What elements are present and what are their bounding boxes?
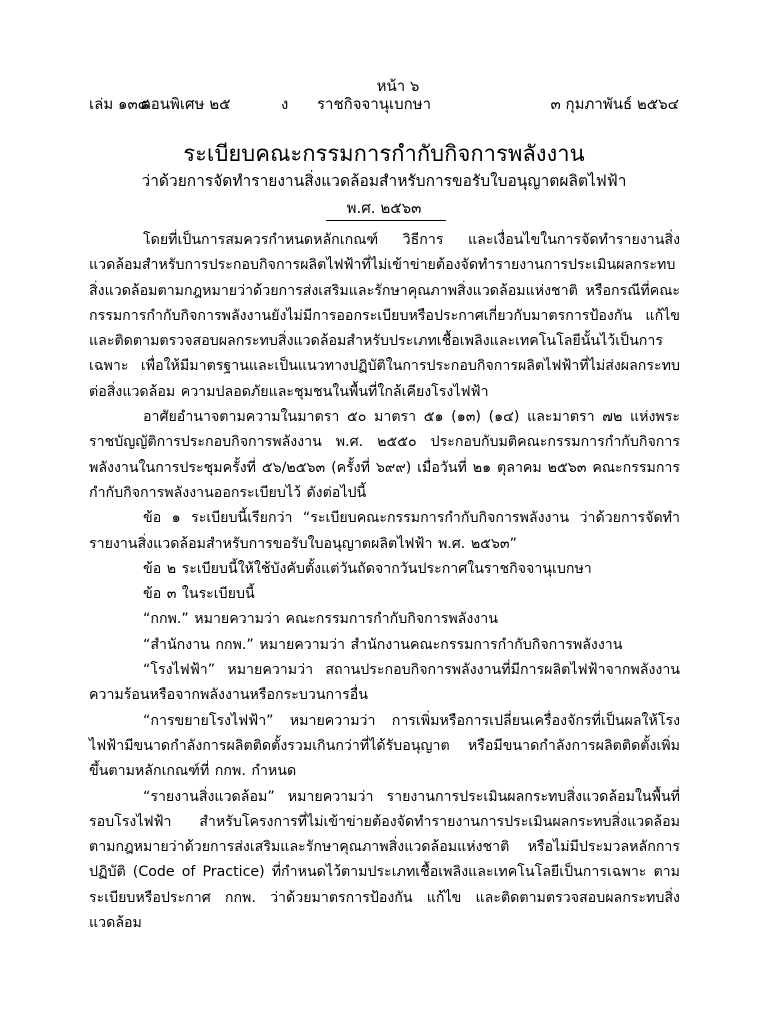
gazette-header	[89, 92, 679, 118]
definition-erc-office: “สำนักงาน กกพ.” หมายความว่า สำนักงานคณะกรรมการกำกับกิจการพลังงาน	[143, 636, 623, 653]
gazette-volume: เล่ม ๑๓๘	[89, 95, 150, 113]
gazette-issue: ตอนพิเศษ ๒๕	[141, 95, 231, 113]
preamble-paragraph: โดยที่เป็นการสมควรกำหนดหลักเกณฑ์ วิธีการ และเงื่อนไขในการจัดทำรายงานสิ่งแวดล้อมสำหรับการประกอบกิจการผลิตไฟฟ้าที่ไม่เข้าข่ายต้องจัดทำรายงานการประเมินผลกระทบสิ่งแวดล้อมตามกฎหมายว่าด้วยการส่งเสริมและรักษาคุณภาพสิ่งแวดล้อมแห่งชาติ หรือกรณีที่คณะกรรมการกำกับกิจการพลังงานยังไม่มีการออกระเบียบหรือประกาศเกี่ยวกับมาตรการป้องกัน แก้ไข และติดตามตรวจสอบผลกระทบสิ่งแวดล้อมสำหรับประเภทเชื้อเพลิงและเทคโนโลยีนั้นไว้เป็นการเฉพาะ เพื่อให้มีมาตรฐานและเป็นแนวทางปฏิบัติในการประกอบกิจการผลิตไฟฟ้าที่ไม่ส่งผลกระทบต่อสิ่งแวดล้อม ความปลอดภัยและชุมชนในพื้นที่ใกล้เคียงโรงไฟฟ้า	[89, 232, 680, 400]
document-subtitle: ว่าด้วยการจัดทำรายงานสิ่งแวดล้อมสำหรับการขอรับใบอนุญาตผลิตไฟฟ้า	[141, 172, 627, 190]
title-divider	[326, 220, 446, 221]
definition-power-plant: “โรงไฟฟ้า” หมายความว่า สถานประกอบกิจการพลังงานที่มีการผลิตไฟฟ้าจากพลังงานความร้อนหรือจากพลังงานหรือกระบวนการอื่น	[89, 662, 680, 704]
clause-2: ข้อ ๒ ระเบียบนี้ให้ใช้บังคับตั้งแต่วันถัดจากวันประกาศในราชกิจจานุเบกษา	[143, 560, 592, 577]
authority-paragraph: อาศัยอำนาจตามความในมาตรา ๕๐ มาตรา ๕๑ (๑๓) (๑๔) และมาตรา ๗๒ แห่งพระราชบัญญัติการประกอบกิจการพลังงาน พ.ศ. ๒๕๕๐ ประกอบกับมติคณะกรรมการกำกับกิจการพลังงานในการประชุมครั้งที่ ๕๖/๒๕๖๓ (ครั้งที่ ๖๙๙) เมื่อวันที่ ๒๑ ตุลาคม ๒๕๖๓ คณะกรรมการกำกับกิจการพลังงานออกระเบียบไว้ ดังต่อไปนี้	[89, 409, 680, 501]
clause-3: ข้อ ๓ ในระเบียบนี้	[143, 586, 255, 603]
gazette-section: ง	[281, 95, 289, 113]
clause-1: ข้อ ๑ ระเบียบนี้เรียกว่า “ระเบียบคณะกรรมการกำกับกิจการพลังงาน ว่าด้วยการจัดทำรายงานสิ่งแวดล้อมสำหรับการขอรับใบอนุญาตผลิตไฟฟ้า พ.ศ. ๒๕๖๓”	[89, 510, 680, 552]
definition-plant-expansion: “การขยายโรงไฟฟ้า” หมายความว่า การเพิ่มหรือการเปลี่ยนเครื่องจักรที่เป็นผลให้โรงไฟฟ้ามีขนาดกำลังการผลิตติดตั้งรวมเกินกว่าที่ได้รับอนุญาต หรือมีขนาดกำลังการผลิตติดตั้งเพิ่มขึ้นตามหลักเกณฑ์ที่ กกพ. กำหนด	[89, 712, 680, 780]
definition-environmental-report: “รายงานสิ่งแวดล้อม” หมายความว่า รายงานการประเมินผลกระทบสิ่งแวดล้อมในพื้นที่รอบโรงไฟฟ้า สำหรับโครงการที่ไม่เข้าข่ายต้องจัดทำรายงานการประเมินผลกระทบสิ่งแวดล้อมตามกฎหมายว่าด้วยการส่งเสริมและรักษาคุณภาพสิ่งแวดล้อมแห่งชาติ หรือไม่มีประมวลหลักการปฏิบัติ (Code of Practice) ที่กำหนดไว้ตามประเภทเชื้อเพลิงและเทคโนโลยีเป็นการเฉพาะ ตามระเบียบหรือประกาศ กกพ. ว่าด้วยมาตรการป้องกัน แก้ไข และติดตามตรวจสอบผลกระทบสิ่งแวดล้อม	[89, 788, 680, 932]
document-body	[89, 228, 680, 936]
document-year: พ.ศ. ๒๕๖๓	[346, 199, 422, 217]
gazette-name: ราชกิจจานุเบกษา	[317, 95, 432, 113]
definition-erc: “กกพ.” หมายความว่า คณะกรรมการกำกับกิจการพลังงาน	[143, 611, 498, 628]
gazette-date: ๓ กุมภาพันธ์ ๒๕๖๔	[550, 95, 679, 113]
page-number: หน้า ๖	[376, 77, 420, 95]
document-title: ระเบียบคณะกรรมการกำกับกิจการพลังงาน	[183, 142, 585, 167]
